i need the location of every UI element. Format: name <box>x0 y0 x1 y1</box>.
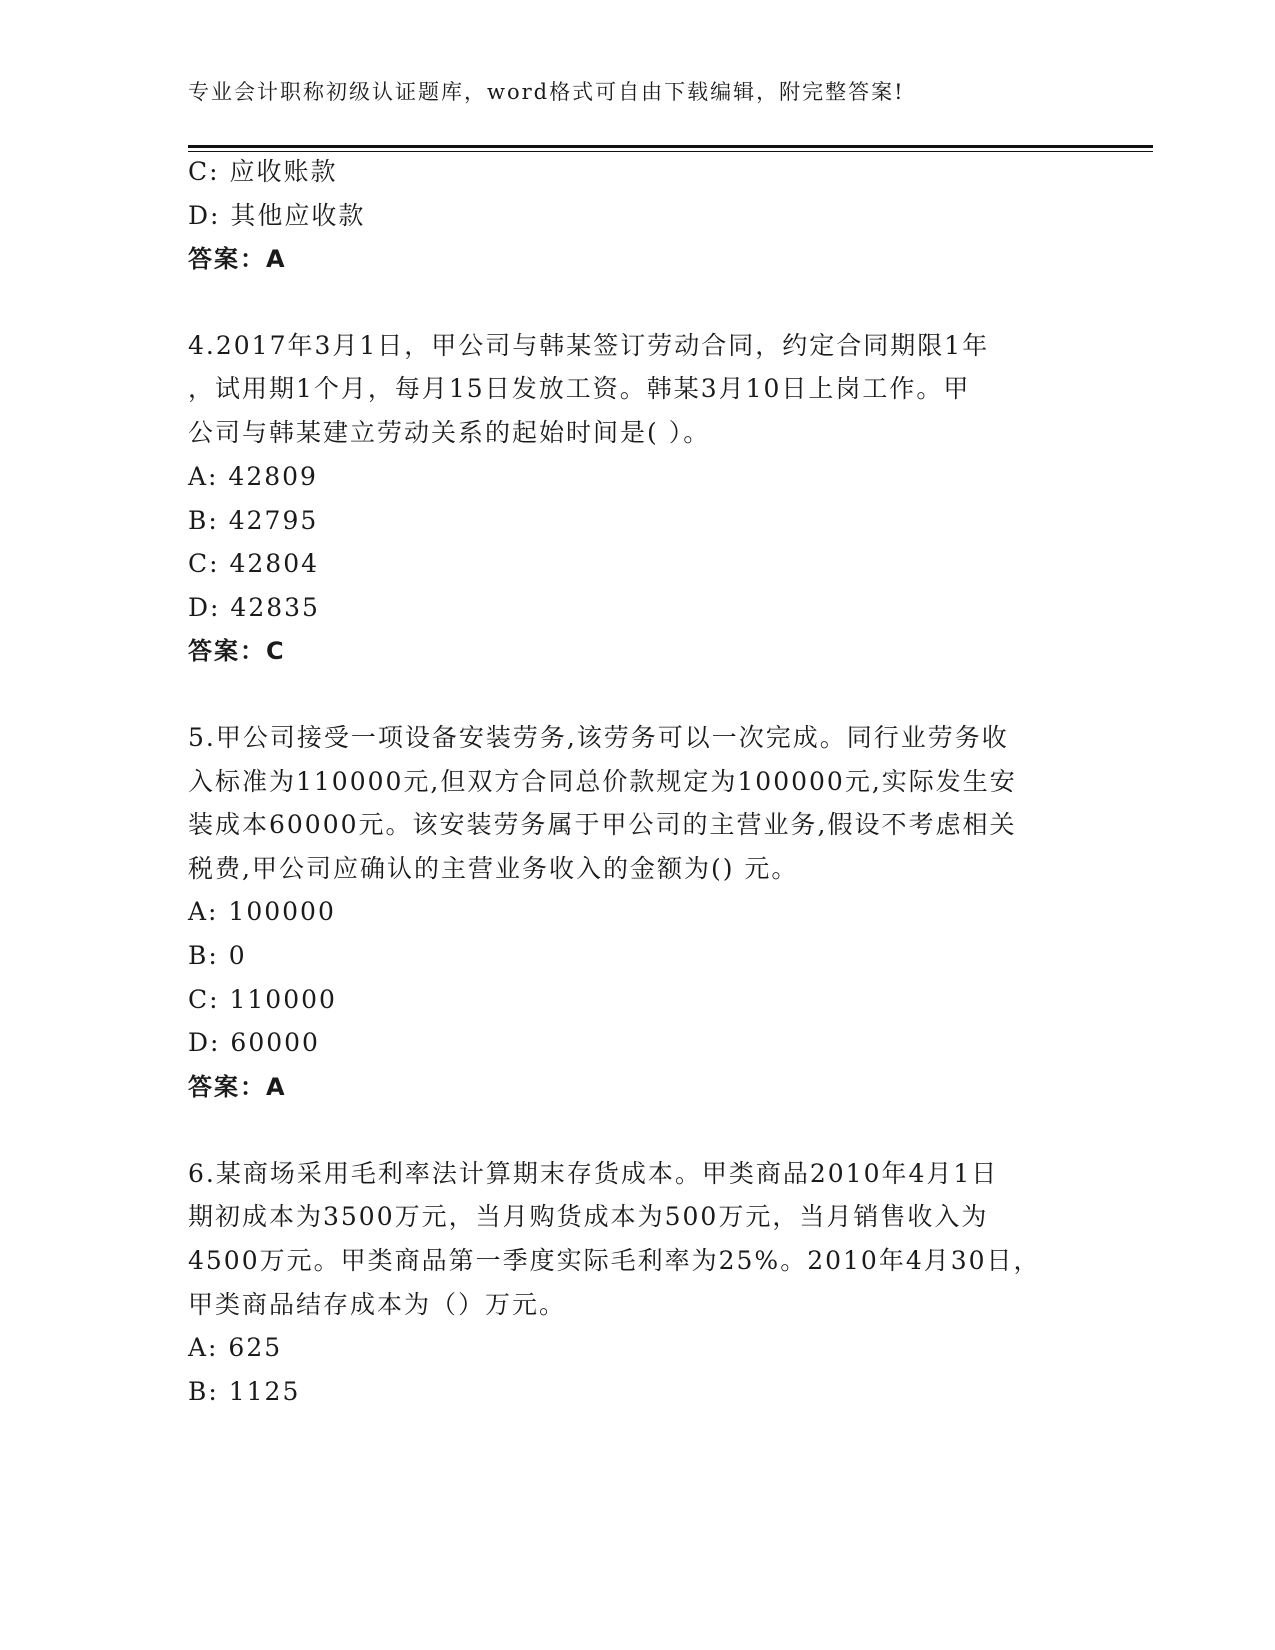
q6-stem-line-3: 4500万元。甲类商品第一季度实际毛利率为25%。2010年4月30日， <box>188 1246 1041 1275</box>
q6-stem-line-4: 甲类商品结存成本为（）万元。 <box>188 1290 567 1319</box>
q4-answer: 答案：C <box>188 637 286 665</box>
q3-option-c: C: 应收账款 <box>188 157 338 186</box>
page-header: 专业会计职称初级认证题库，word格式可自由下载编辑，附完整答案! <box>188 80 905 104</box>
q5-option-d: D: 60000 <box>188 1028 320 1057</box>
q5-stem-line-4: 税费,甲公司应确认的主营业务收入的金额为() 元。 <box>188 854 799 883</box>
q5-stem-line-3: 装成本60000元。该安装劳务属于甲公司的主营业务,假设不考虑相关 <box>188 810 1017 839</box>
q4-stem-line-1: 4.2017年3月1日，甲公司与韩某签订劳动合同，约定合同期限1年 <box>188 331 990 360</box>
q5-answer: 答案：A <box>188 1073 287 1101</box>
q5-option-a: A: 100000 <box>188 897 336 926</box>
q5-stem-line-2: 入标准为110000元,但双方合同总价款规定为100000元,实际发生安 <box>188 767 1017 796</box>
q6-option-b: B: 1125 <box>188 1377 301 1406</box>
q6-option-a: A: 625 <box>188 1333 283 1362</box>
q4-stem-line-3: 公司与韩某建立劳动关系的起始时间是( ）。 <box>188 418 711 447</box>
header-rule-thin <box>188 151 1153 152</box>
q5-option-b: B: 0 <box>188 941 247 970</box>
q5-option-c: C: 110000 <box>188 985 337 1014</box>
q6-stem-line-1: 6.某商场采用毛利率法计算期末存货成本。甲类商品2010年4月1日 <box>188 1159 999 1188</box>
q5-stem-line-1: 5.甲公司接受一项设备安装劳务,该劳务可以一次完成。同行业劳务收 <box>188 723 1009 752</box>
q3-answer: 答案：A <box>188 245 287 273</box>
header-rule-thick <box>188 145 1153 148</box>
q4-stem-line-2: ，试用期1个月，每月15日发放工资。韩某3月10日上岗工作。甲 <box>188 374 971 403</box>
q6-stem-line-2: 期初成本为3500万元，当月购货成本为500万元，当月销售收入为 <box>188 1202 989 1231</box>
q4-option-a: A: 42809 <box>188 462 318 491</box>
q4-option-c: C: 42804 <box>188 549 320 578</box>
q4-option-b: B: 42795 <box>188 506 319 535</box>
q4-option-d: D: 42835 <box>188 593 320 622</box>
q3-option-d: D: 其他应收款 <box>188 201 366 230</box>
